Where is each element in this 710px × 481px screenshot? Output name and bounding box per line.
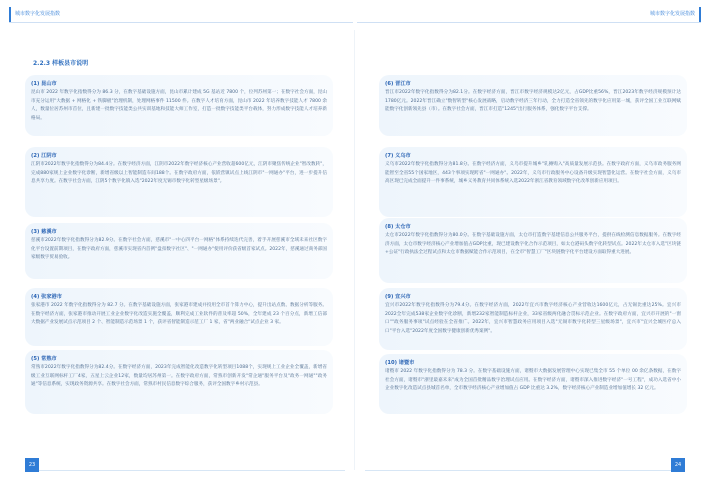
header-right-title: 城市数字化发展指数	[361, 7, 701, 22]
card-title: (6) 晋江市	[385, 81, 411, 87]
card-body: 江阴市2022年数字化指数得分为84.4分。在数字经济方面，江阴市2022年数字经济核心产业营收超600亿元，江阴市聚焦传统企业"智改数转"，完成880家规上企业数字化诊断，新增省级以上智能制造车间188个。在数字政府方面，依嵌营镇试点上线江阴市"一网通办"平台，进一步提升信息共享力度。在数字社会方面，江阴5个数字化镇入选"2022年度无锡市数字化转型星级场景"。	[31, 162, 327, 184]
card-title: (8) 太仓市	[385, 224, 411, 230]
card-title: (1) 昆山市	[31, 81, 57, 87]
card-body: 太仓市2022年数字化指数得分为80.0分。在数字基础设施方面，太仓市打造数字基建信息公共服务平台，提供在线检测信息数据服务。在数字经济方面，太仓市数字经济核心产业增加值占GDP比重，现已建设数字化合作示范项目，如太仓港码头数字化转型试点。2022年太仓市入选"区块链+公证"行政执法全过程试点和太仓市数据赋能合作示范项目，在全市"智慧工厂"区块链数字化平台建设方面取得重大进展。	[385, 233, 681, 255]
card-body: 张家港市 2022 年数字化指数得分为 82.7 分。在数字基础设施方面，张家港市建成并投用全市首个算力中心，提升出站点数、数据分析等服务。在数字经济方面，张家港市推动开展工业企业数字化改造实施全覆盖，顺利完成工业软件的普及率超 50%，全年建成 23 个百分点，新增工信部大数据产业发展试点示范项目 2 个、智能制造示范场景 1 个，获评省智能制造示范工厂 1 家，省"两业融合"试点企业 3 家。	[31, 303, 327, 325]
county-card-changshu	[25, 350, 333, 414]
card-body: 昆山市 2022 年数字化指数得分为 86.3 分，在数字基础设施方面，昆山市累计建成 5G 基站近 7800 个，位列苏州第一；在数字社会方面，昆山市充分运用"大数据 + 网格化 + 铁脚板"治理机制，处理网格事件 11500 件。在数字人才培育方面，昆山市 2022 年培养数字技能人才 7800 余人，数量位居苏州市首位，且新建一批数字技能类公共实训基地和技能大师工作室，打造一批数字技能类平台载体，努力形成数字技能人才培养新格局。	[31, 90, 327, 121]
card-body: 慈溪市2022年数字化指数得分为82.9分。在数字社会方面，慈溪市"一中心四平台一网格"体系持续迭代完善，着手开展慈溪市全域未来社区数字化平台设置前期项目，在数字政府方面，慈溪市实现省内首例"盘扣数字社区"、"一网通办"使用评价获省级首家试点。2022年，慈溪通过商务部国家级数字贸易验收。	[31, 238, 327, 260]
county-card-zhangjiagang	[25, 288, 333, 346]
page-spread-divider	[354, 30, 355, 470]
county-card-jinjiang	[379, 75, 687, 136]
card-body: 宜兴市2022年数字化指数得分为79.4分。在数字经济方面，2022年宜兴市数字经济核心产业营收达1600亿元，占无锡比重达25%。宜兴市2022全年完成538家企业数字化诊断，新增232家智能制造标杆企业，33家省级两化融合贯标示范企业。在数字政府方面，宜兴市开展的"一窗口""政务服务事项"试点经验在全省推广。2022年，宜兴市智慧政务应用项目入选"无锡市数字化转型三星级场景"，宜兴市"宜兴全城医疗总入口"平台入选"2022年度全国数字健康创新优秀案例"。	[385, 303, 681, 334]
footer-rule-right	[365, 470, 685, 471]
footer-rule-left	[25, 470, 345, 471]
card-title: (9) 宜兴市	[385, 294, 411, 300]
card-body: 晋江市2022年数字化指数得分为82.1分。在数字经济方面，晋江市数字经济规模达2亿元，占GDP比重56%，晋江2023年数字经济规模预计达1780亿元。2022年晋江确立"数智转型"核心发展战略，启动数字经济三年行动，全力打造全省领先的数字化应用第一城，获评全国工业互联网赋能数字化创新领先县（市）。在数字社会方面，晋江市打造"1245"出行服务体系，强化数字平台支撑。	[385, 90, 681, 112]
card-title: (2) 江阴市	[31, 153, 57, 159]
county-card-yixing	[379, 288, 687, 350]
county-card-kunshan	[25, 75, 333, 136]
page-number-left: 23	[25, 458, 39, 472]
card-title: (10) 诸暨市	[385, 360, 415, 366]
card-title: (3) 慈溪市	[31, 229, 57, 235]
header-left-title: 城市数字化发展指数	[9, 7, 355, 22]
card-body: 常熟市2022年数字化指数得分为82.4分。在数字经济方面，2023年完成智能化改造数字化转型项目1088个，实现规上工业企业全覆盖，新增省级工业互联网标杆工厂4家，五星上云企业12家，数量均居苏州第一。在数字政府方面，常熟市创新开发"常企通"服务平台及"政务一网通""政务通"等信息系统，实现政务资源共享。在数字社会方面，常熟市村民信息数字综合服务，获评全国数字乡村示范县。	[31, 365, 327, 387]
card-title: (7) 义乌市	[385, 153, 411, 159]
card-body: 义乌市2022年数字化指数得分为81.8分。在数字经济方面，义乌市提升城乡"轧摊购入"高质量发展示范县。在数字政府方面，义乌市政务服务网能智至全省55个国家地区，443个事项实现跨省"一网通办"。2022年，义乌市行政服务中心设备升级实现智慧化运营。在数字社会方面，义乌市高区现已完成全面提升一件事系统，城乡义务教育共同体系统入选2022年浙江省教育领域数字化改革创新应用项目。	[385, 162, 681, 184]
card-title: (5) 常熟市	[31, 356, 57, 362]
county-card-yiwu	[379, 147, 687, 217]
county-card-cixi	[25, 223, 333, 279]
card-body: 诸暨市 2022 年数字化指数得分为 78.3 分。在数字基础设施方面，诸暨市大数据发展管理中心实现已集全市 55 个单位 00 余亿条数据，在数字社会方面，诸暨市"浙里最嘉未来"成为全国首批精品数字治理试点应用。在数字经济方面，诸暨市深入推进数字经济"一号工程"，成功入选省中小企业数字化改造试点县城首名单，全市数字经济核心产业增加值占 GDP 比重达 3.2%，数字经济核心产业制造业增加值增长 32 亿元。	[385, 369, 681, 391]
county-card-zhuji	[379, 354, 687, 414]
county-card-taicang	[379, 218, 687, 283]
county-card-jiangyin	[25, 147, 333, 217]
header-rule-right	[357, 22, 701, 23]
card-title: (4) 张家港市	[31, 294, 62, 300]
section-title: 2.2.3 样板县市说明	[33, 60, 89, 67]
page-number-right: 24	[671, 458, 685, 472]
header-rule-left	[9, 22, 353, 23]
page-header	[0, 0, 710, 30]
